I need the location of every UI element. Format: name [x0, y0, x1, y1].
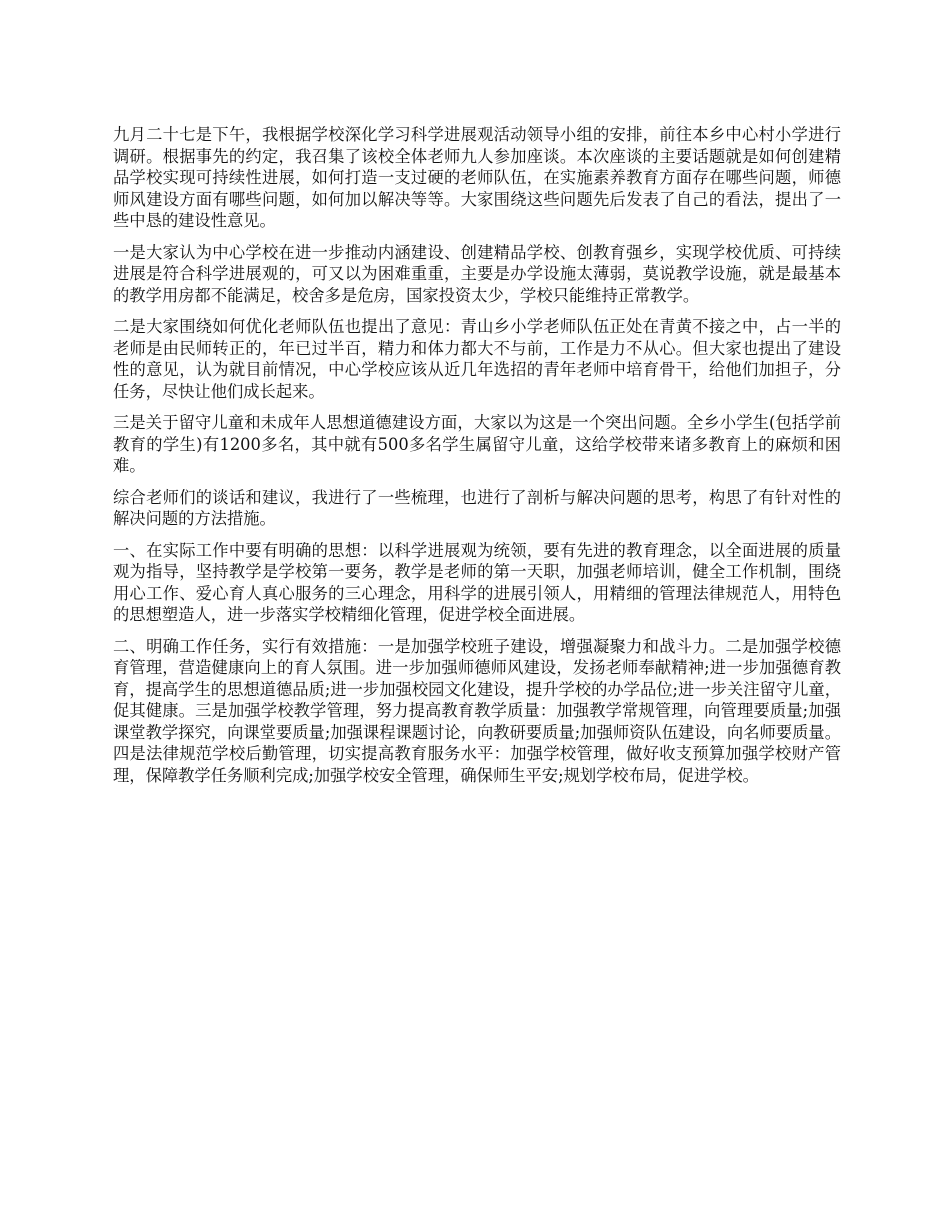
paragraph: 一是大家认为中心学校在进一步推动内涵建设、创建精品学校、创教育强乡，实现学校优质、可持续进展是符合科学进展观的，可又以为困难重重，主要是办学设施太薄弱，莫说教学设施，就是最基本的教学用房都不能满足，校舍多是危房，国家投资太少，学校只能维持正常教学。	[113, 242, 841, 305]
paragraph: 二是大家围绕如何优化老师队伍也提出了意见：青山乡小学老师队伍正处在青黄不接之中，占一半的老师是由民师转正的，年已过半百，精力和体力都大不与前，工作是力不从心。但大家也提出了建设性的意见，认为就目前情况，中心学校应该从近几年选招的青年老师中培育骨干，给他们加担子，分任务，尽快让他们成长起来。	[113, 317, 841, 401]
paragraph: 九月二十七是下午，我根据学校深化学习科学进展观活动领导小组的安排，前往本乡中心村小学进行调研。根据事先的约定，我召集了该校全体老师九人参加座谈。本次座谈的主要话题就是如何创建精品学校实现可持续性进展，如何打造一支过硬的老师队伍，在实施素养教育方面存在哪些问题，师德师风建设方面有哪些问题，如何加以解决等等。大家围绕这些问题先后发表了自己的看法，提出了一些中恳的建设性意见。	[113, 125, 841, 230]
paragraph: 综合老师们的谈话和建议，我进行了一些梳理，也进行了剖析与解决问题的思考，构思了有针对性的解决问题的方法措施。	[113, 487, 841, 528]
paragraph: 一、在实际工作中要有明确的思想：以科学进展观为统领，要有先进的教育理念，以全面进展的质量观为指导，坚持教学是学校第一要务，教学是老师的第一天职，加强老师培训，健全工作机制，围绕用心工作、爱心育人真心服务的三心理念，用科学的进展引领人，用精细的管理法律规范人，用特色的思想塑造人，进一步落实学校精细化管理，促进学校全面进展。	[113, 540, 841, 624]
paragraph: 三是关于留守儿童和未成年人思想道德建设方面，大家以为这是一个突出问题。全乡小学生(包括学前教育的学生)有1200多名，其中就有500多名学生属留守儿童，这给学校带来诸多教育上的麻烦和困难。	[113, 413, 841, 475]
paragraph: 二、明确工作任务，实行有效措施：一是加强学校班子建设，增强凝聚力和战斗力。二是加强学校德育管理，营造健康向上的育人氛围。进一步加强师德师风建设，发扬老师奉献精神;进一步加强德育教育，提高学生的思想道德品质;进一步加强校园文化建设，提升学校的办学品位;进一步关注留守儿童，促其健康。三是加强学校教学管理，努力提高教育教学质量：加强教学常规管理，向管理要质量;加强课堂教学探究，向课堂要质量;加强课程课题讨论，向教研要质量;加强师资队伍建设，向名师要质量。四是法律规范学校后勤管理，切实提高教育服务水平：加强学校管理，做好收支预算加强学校财产管理，保障教学任务顺利完成;加强学校安全管理，确保师生平安;规划学校布局，促进学校。	[113, 636, 841, 785]
document-body	[113, 124, 841, 796]
